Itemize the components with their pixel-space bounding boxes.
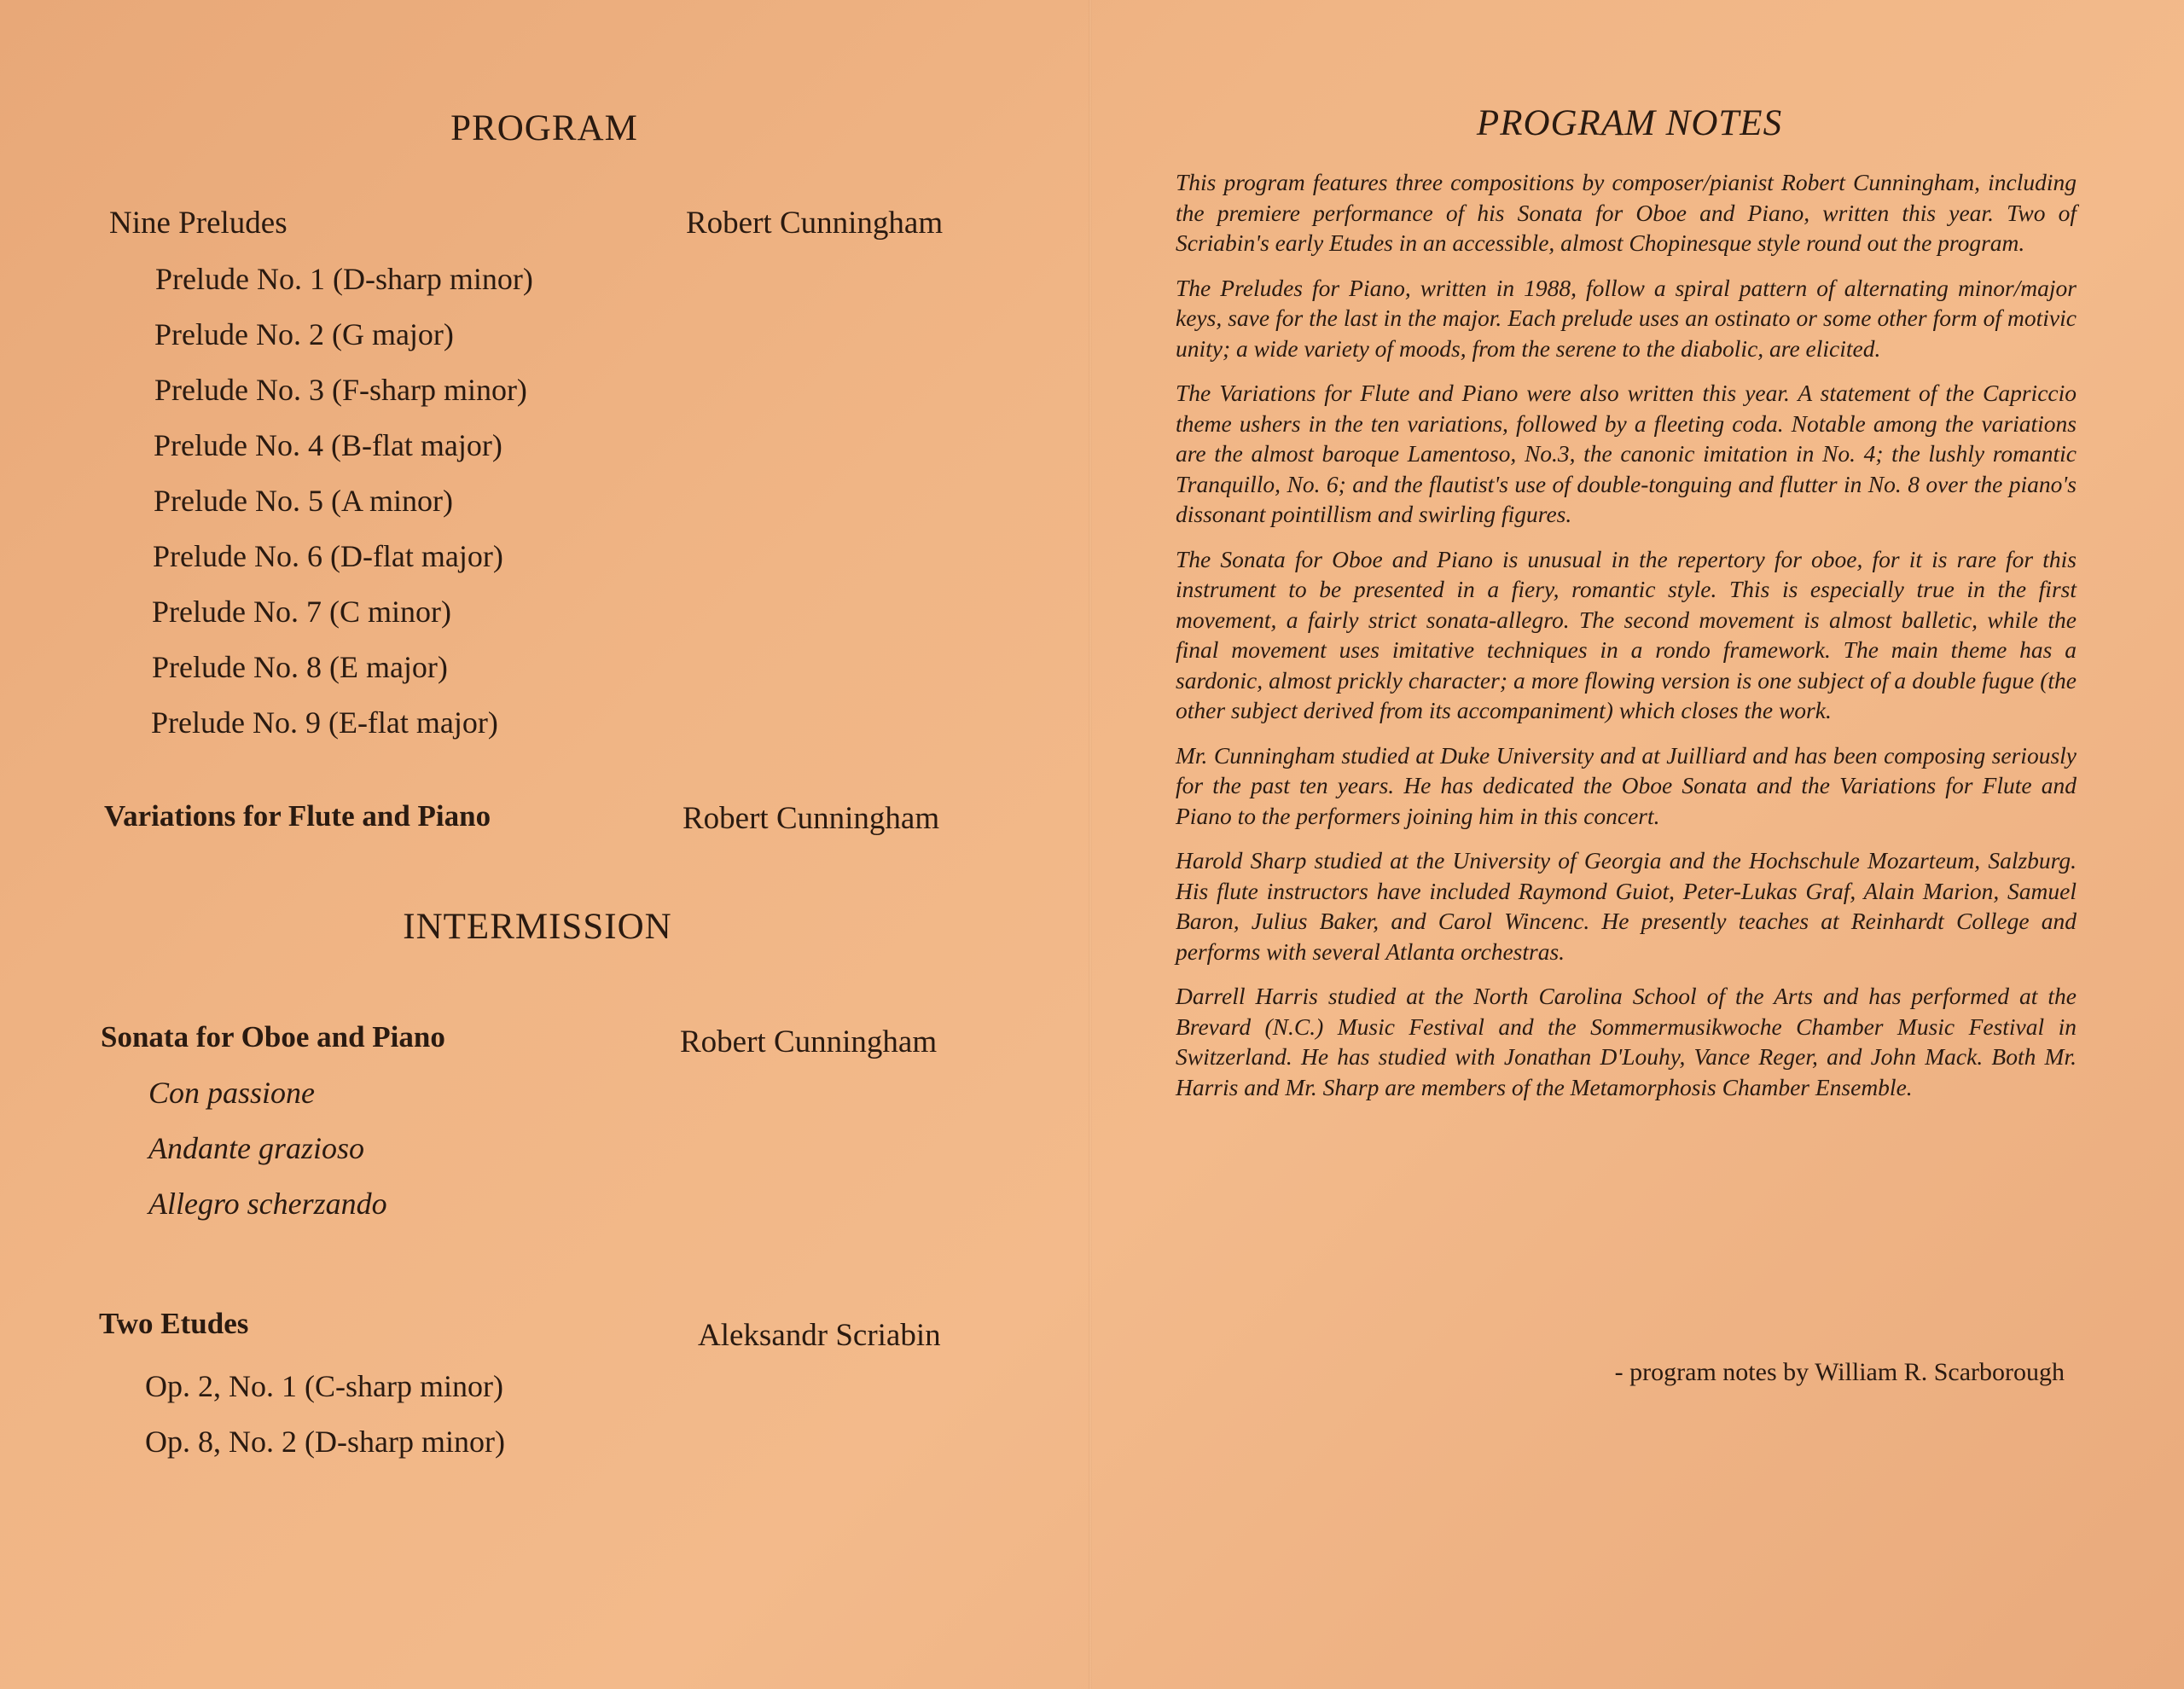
work-composer-nine-preludes: Robert Cunningham: [686, 206, 944, 241]
prelude-item-8: Prelude No. 8 (E major): [152, 650, 448, 684]
notes-paragraph-2: The Preludes for Piano, written in 1988, follow a spiral pattern of alternating minor/major keys, save for the last in the major. Each prelude uses an ostinato or some other form of motivic unity; a wide variety of moods, from the serene to the diabolic, are elicited.: [1176, 274, 2077, 362]
work-title-variations: Variations for Flute and Piano: [104, 799, 491, 833]
program-title: PROGRAM: [450, 108, 638, 148]
intermission-heading: INTERMISSION: [403, 907, 672, 947]
prelude-item-7: Prelude No. 7 (C minor): [152, 595, 451, 629]
prelude-item-1: Prelude No. 1 (D-sharp minor): [155, 262, 533, 296]
notes-paragraph-5: Mr. Cunningham studied at Duke University and at Juilliard and has been composing seriously for the past ten years. He has dedicated the Oboe Sonata and the Variations for Flute and Piano to the performers joining him in this concert.: [1176, 741, 2077, 829]
notes-paragraph-7: Darrell Harris studied at the North Carolina School of the Arts and has performed at the Brevard (N.C.) Music Festival and the Sommermusikwoche Chamber Music Festival in Switzerland. He has studied with Jonathan D'Louhy, Vance Reger, and John Mack. Both Mr. Harris and Mr. Sharp are members of the Metamorphosis Chamber Ensemble.: [1176, 983, 2077, 1100]
prelude-item-3: Prelude No. 3 (F-sharp minor): [154, 373, 527, 407]
notes-paragraph-3: The Variations for Flute and Piano were also written this year. A statement of the Capriccio theme ushers in the ten variations, followed by a fleeting coda. Notable among the variations are the almost baroque Lamentoso, No.3, the canonic imitation in No. 4; the lushly romantic Tranquillo, No. 6; and the flautist's use of double-tonguing and flutter in No. 8 over the piano's dissonant pointillism and swirling figures.: [1176, 380, 2077, 527]
page-fold: [1089, 0, 1092, 1689]
etude-item-1: Op. 2, No. 1 (C-sharp minor): [145, 1369, 503, 1403]
notes-paragraph-4: The Sonata for Oboe and Piano is unusual in the repertory for oboe, for it is rare for this instrument to be presented in a fiery, romantic style. This is especially true in the first movement, a fairly strict sonata-allegro. The second movement is almost balletic, while the final movement uses imitative techniques in a rondo framework. The main theme has a sardonic, almost prickly character; a more flowing version is one subject of a double fugue (the other subject derived from its accompaniment) which closes the work.: [1176, 545, 2077, 723]
etude-item-2: Op. 8, No. 2 (D-sharp minor): [145, 1425, 505, 1459]
program-notes-title: PROGRAM NOTES: [1476, 103, 1783, 143]
prelude-item-2: Prelude No. 2 (G major): [154, 317, 454, 351]
work-title-sonata: Sonata for Oboe and Piano: [101, 1020, 445, 1053]
prelude-item-4: Prelude No. 4 (B-flat major): [154, 428, 502, 462]
work-title-nine-preludes: Nine Preludes: [109, 206, 288, 241]
prelude-item-9: Prelude No. 9 (E-flat major): [151, 705, 498, 740]
movement-item-3: Allegro scherzando: [148, 1187, 387, 1221]
program-notes-body: [1176, 167, 2077, 1117]
notes-paragraph-6: Harold Sharp studied at the University of Georgia and the Hochschule Mozarteum, Salzburg. His flute instructors have included Raymond Guiot, Peter-Lukas Graf, Alain Marion, Samuel Baron, Julius Baker, and Carol Wincenc. He presently teaches at Reinhardt College and performs with several Atlanta orchestras.: [1176, 847, 2077, 965]
movement-item-1: Con passione: [148, 1076, 316, 1110]
prelude-item-6: Prelude No. 6 (D-flat major): [153, 539, 503, 573]
work-title-etudes: Two Etudes: [99, 1307, 249, 1340]
movement-item-2: Andante grazioso: [148, 1131, 365, 1165]
work-composer-sonata: Robert Cunningham: [680, 1024, 938, 1059]
prelude-item-5: Prelude No. 5 (A minor): [154, 484, 453, 518]
notes-paragraph-1: This program features three compositions by composer/pianist Robert Cunningham, including the premiere performance of his Sonata for Oboe and Piano, written this year. Two of Scriabin's early Etudes in an accessible, almost Chopinesque style round out the program.: [1176, 169, 2077, 256]
work-composer-variations: Robert Cunningham: [682, 801, 940, 836]
work-composer-etudes: Aleksandr Scriabin: [698, 1318, 941, 1353]
notes-credit: - program notes by William R. Scarborough: [1614, 1358, 2065, 1386]
